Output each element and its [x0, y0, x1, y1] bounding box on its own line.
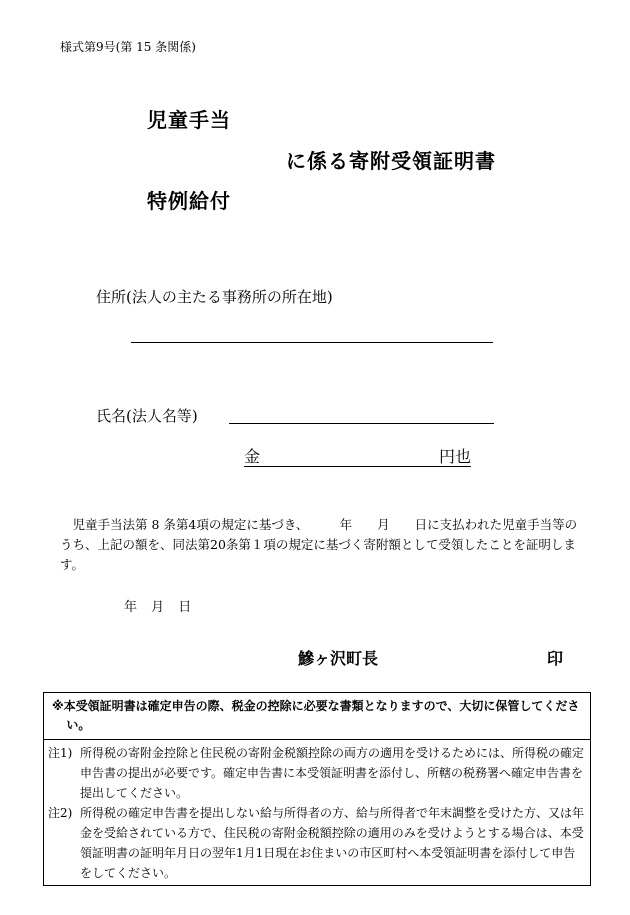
- certification-statement: [60, 515, 580, 575]
- title-line-3: 特例給付: [147, 189, 231, 213]
- note-label: 注1): [48, 746, 73, 760]
- note-item: [48, 743, 584, 803]
- notice-headline-text: ※本受領証明書は確定申告の際、税金の控除に必要な書類となりますので、大切に保管してください。: [52, 699, 580, 732]
- name-label: 氏名(法人名等): [96, 407, 198, 425]
- issue-date: 年 月 日: [124, 600, 192, 615]
- certification-text: 児童手当法第 8 条第4項の規定に基づき、 年 月 日に支払われた児童手当等のうち、上記の額を、同法第20条第１項の規定に基づく寄附額として受領したことを証明します。: [60, 517, 578, 572]
- seal-mark: 印: [547, 649, 564, 668]
- issuer-name: 鰺ヶ沢町長: [298, 649, 379, 668]
- note-text: 所得税の寄附金控除と住民税の寄附金税額控除の両方の適用を受けるためには、所得税の確定申告書の提出が必要です。確定申告書に本受領証明書を添付し、所轄の税務署へ確定申告書を提出してください。: [80, 746, 585, 800]
- note-item: [48, 803, 584, 883]
- notice-headline: [44, 693, 590, 740]
- note-text: 所得税の確定申告書を提出しない給与所得者の方、給与所得者で年末調整を受けた方、又は年金を受給されている方で、住民税の寄附金税額控除の適用のみを受けようとする場合は、本受領証明書の証明年月日の翌年1月1日現在お住まいの市区町村へ本受領証明書を添付して申告をしてください。: [80, 806, 585, 880]
- amount-field: [244, 444, 471, 467]
- address-label: 住所(法人の主たる事務所の所在地): [96, 288, 333, 306]
- notice-box: [43, 692, 591, 886]
- name-field-line: [229, 423, 494, 424]
- note-label: 注2): [48, 806, 73, 820]
- address-field-line: [131, 342, 493, 343]
- notes-list: [44, 740, 590, 883]
- amount-prefix: 金: [244, 447, 261, 466]
- title-line-1: 児童手当: [147, 108, 231, 132]
- amount-suffix: 円也: [438, 447, 471, 466]
- title-line-2: に係る寄附受領証明書: [286, 149, 496, 173]
- form-number: 様式第9号(第 15 条関係): [60, 40, 196, 54]
